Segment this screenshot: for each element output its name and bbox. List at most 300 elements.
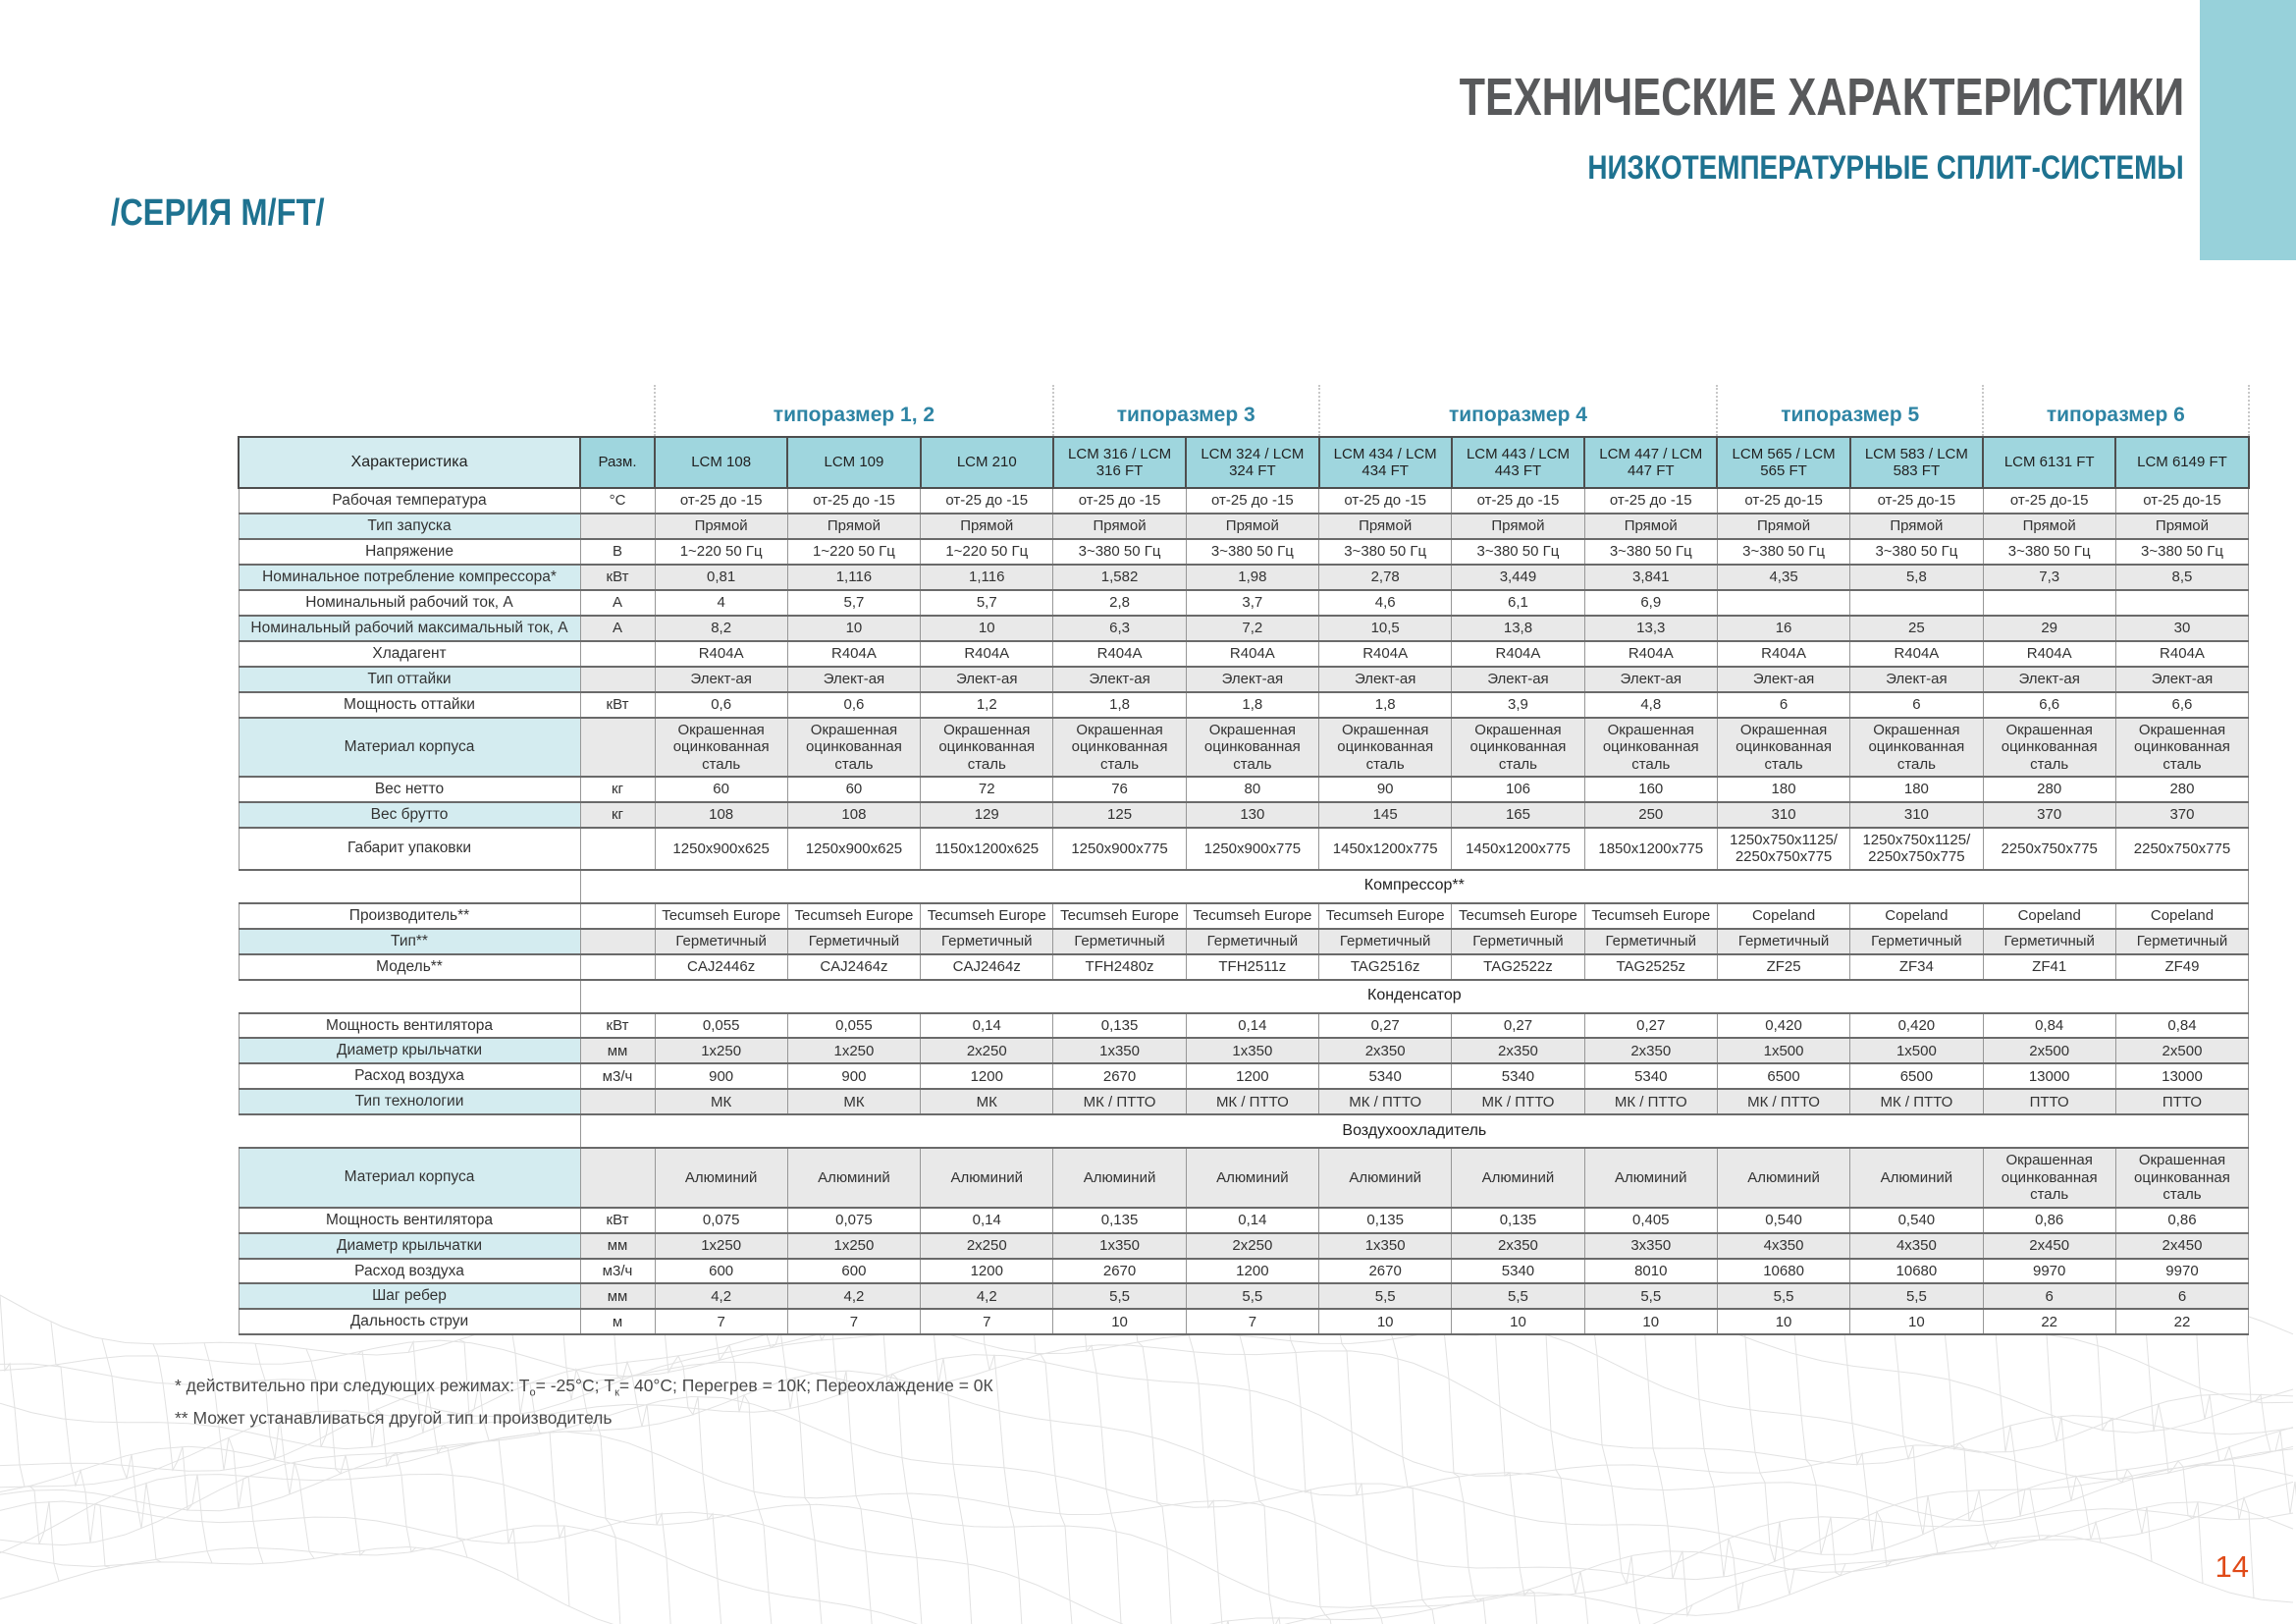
spec-cell: 2x350 (1319, 1038, 1452, 1063)
spec-row (239, 488, 2249, 514)
spec-cell: Copeland (1983, 903, 2115, 929)
spec-cell: 3,9 (1452, 692, 1584, 718)
spec-cell: ZF25 (1717, 954, 1849, 980)
spec-cell: CAJ2464z (787, 954, 920, 980)
corner-accent (2200, 0, 2296, 260)
spec-cell: 90 (1319, 777, 1452, 802)
spec-cell: 1450x1200x775 (1319, 828, 1452, 870)
model-header: LCM 565 / LCM 565 FT (1717, 437, 1849, 488)
spec-cell: 10680 (1717, 1259, 1849, 1284)
spec-cell: 1x350 (1053, 1038, 1186, 1063)
spec-cell: 1x500 (1717, 1038, 1849, 1063)
spec-cell: 2,78 (1319, 565, 1452, 590)
spec-cell: 10 (1319, 1309, 1452, 1334)
spec-cell: 0,075 (787, 1208, 920, 1233)
spec-cell: Алюминий (1186, 1148, 1318, 1207)
spec-row (239, 1233, 2249, 1259)
spec-cell: R404A (1584, 641, 1717, 667)
spec-cell: Прямой (1186, 514, 1318, 539)
spec-row (239, 718, 2249, 777)
section-row (239, 1114, 2249, 1148)
section-row-gap (239, 980, 580, 1013)
spec-cell: 129 (921, 802, 1053, 828)
spec-cell: Прямой (2115, 514, 2248, 539)
spec-cell: 10 (1053, 1309, 1186, 1334)
spec-cell: 1250x900x625 (655, 828, 787, 870)
spec-cell: 6,6 (2115, 692, 2248, 718)
spec-cell: 108 (655, 802, 787, 828)
spec-cell: 0,420 (1850, 1013, 1983, 1039)
spec-cell: 9970 (2115, 1259, 2248, 1284)
row-label: Материал корпуса (239, 1148, 580, 1207)
spec-cell: Прямой (921, 514, 1053, 539)
spec-cell: Алюминий (1584, 1148, 1717, 1207)
spec-cell: 2,8 (1053, 590, 1186, 616)
spec-cell: 0,075 (655, 1208, 787, 1233)
size-group-header: типоразмер 4 (1319, 385, 1718, 437)
spec-cell: Элект-ая (1983, 667, 2115, 692)
spec-cell: 6 (1983, 1283, 2115, 1309)
spec-cell: Окрашенная оцинкованная сталь (1850, 718, 1983, 777)
spec-cell: 1,116 (787, 565, 920, 590)
spec-cell: TAG2516z (1319, 954, 1452, 980)
spec-cell: Прямой (1850, 514, 1983, 539)
spec-cell: 5,5 (1186, 1283, 1318, 1309)
spec-cell: 1x350 (1319, 1233, 1452, 1259)
spec-cell: 2x350 (1452, 1038, 1584, 1063)
spec-cell: МК (921, 1089, 1053, 1114)
spec-cell: 7,2 (1186, 616, 1318, 641)
spec-cell: Прямой (1319, 514, 1452, 539)
spec-cell: Tecumseh Europe (1452, 903, 1584, 929)
spec-cell: от-25 до -15 (1053, 488, 1186, 514)
spec-cell: 5340 (1319, 1063, 1452, 1089)
spec-cell: 1~220 50 Гц (787, 539, 920, 565)
spec-row (239, 1148, 2249, 1207)
footnote-1: * действительно при следующих режимах: $T_о= -25^\circ С$; $T_к= 40^\circ С$; Перегрев = 10К; Переохлаждение = 0К (175, 1376, 993, 1399)
spec-row (239, 1208, 2249, 1233)
spec-cell: R404A (1186, 641, 1318, 667)
spec-cell: 3~380 50 Гц (1717, 539, 1849, 565)
row-unit (580, 929, 655, 954)
spec-cell: 1,582 (1053, 565, 1186, 590)
spec-cell: Copeland (2115, 903, 2248, 929)
spec-cell: R404A (1850, 641, 1983, 667)
spec-cell: Герметичный (1186, 929, 1318, 954)
spec-cell: от-25 до-15 (1983, 488, 2115, 514)
model-header: LCM 108 (655, 437, 787, 488)
mesh-line (0, 1474, 2293, 1607)
spec-cell: 5,7 (787, 590, 920, 616)
spec-cell: Алюминий (1717, 1148, 1849, 1207)
size-group-row (239, 385, 2249, 437)
mesh-line (2144, 1303, 2203, 1584)
row-label: Материал корпуса (239, 718, 580, 777)
spec-cell: Tecumseh Europe (787, 903, 920, 929)
spec-cell: 6 (1850, 692, 1983, 718)
spec-cell: от-25 до -15 (1584, 488, 1717, 514)
spec-cell: Герметичный (921, 929, 1053, 954)
spec-cell: МК (787, 1089, 920, 1114)
spec-cell: 5340 (1452, 1259, 1584, 1284)
spec-cell: 0,84 (2115, 1013, 2248, 1039)
model-header: LCM 443 / LCM 443 FT (1452, 437, 1584, 488)
spec-cell: 3~380 50 Гц (1983, 539, 2115, 565)
spec-cell: 2250x750x775 (1983, 828, 2115, 870)
spec-row (239, 1309, 2249, 1334)
spec-cell: 80 (1186, 777, 1318, 802)
spec-cell (2115, 590, 2248, 616)
spec-cell: 1x350 (1186, 1038, 1318, 1063)
spec-row (239, 590, 2249, 616)
spec-cell: 1150x1200x625 (921, 828, 1053, 870)
spec-cell: 600 (655, 1259, 787, 1284)
spec-cell: 280 (1983, 777, 2115, 802)
unit-header: Разм. (580, 437, 655, 488)
spec-cell: от-25 до -15 (1319, 488, 1452, 514)
spec-cell: 0,540 (1850, 1208, 1983, 1233)
spec-cell: 25 (1850, 616, 1983, 641)
row-unit: А (580, 590, 655, 616)
row-unit (580, 667, 655, 692)
mesh-line (0, 1432, 2293, 1580)
mesh-line (0, 1536, 2293, 1624)
spec-cell: 7,3 (1983, 565, 2115, 590)
spec-cell: 2x500 (1983, 1038, 2115, 1063)
row-label: Номинальное потребление компрессора* (239, 565, 580, 590)
spec-cell: Окрашенная оцинкованная сталь (1053, 718, 1186, 777)
spec-cell: 0,27 (1584, 1013, 1717, 1039)
section-row (239, 980, 2249, 1013)
spec-cell: 2x250 (921, 1233, 1053, 1259)
spec-cell: 22 (1983, 1309, 2115, 1334)
model-header: LCM 583 / LCM 583 FT (1850, 437, 1983, 488)
spec-cell: Окрашенная оцинкованная сталь (1452, 718, 1584, 777)
spec-cell: 0,135 (1452, 1208, 1584, 1233)
spec-cell: Алюминий (655, 1148, 787, 1207)
spec-cell: Прямой (1983, 514, 2115, 539)
page-subtitle: НИЗКОТЕМПЕРАТУРНЫЕ СПЛИТ-СИСТЕМЫ (1587, 149, 2184, 187)
spec-cell: 3,841 (1584, 565, 1717, 590)
spec-cell: 1250x900x775 (1186, 828, 1318, 870)
row-label: Мощность вентилятора (239, 1013, 580, 1039)
spec-cell: 0,405 (1584, 1208, 1717, 1233)
spec-cell: R404A (1983, 641, 2115, 667)
spec-cell: 0,14 (1186, 1208, 1318, 1233)
spec-cell: от-25 до -15 (787, 488, 920, 514)
spec-cell: от-25 до -15 (1186, 488, 1318, 514)
spec-row (239, 929, 2249, 954)
spec-cell: 6500 (1850, 1063, 1983, 1089)
mesh-line (1940, 1299, 1999, 1549)
spec-cell: 2x250 (921, 1038, 1053, 1063)
spec-cell: Tecumseh Europe (921, 903, 1053, 929)
spec-cell: 370 (2115, 802, 2248, 828)
spec-cell: 10 (1584, 1309, 1717, 1334)
spec-cell: 0,86 (1983, 1208, 2115, 1233)
spec-cell: 1,8 (1186, 692, 1318, 718)
spec-cell: от-25 до -15 (1452, 488, 1584, 514)
spec-cell: 13000 (2115, 1063, 2248, 1089)
spec-cell: 5,5 (1319, 1283, 1452, 1309)
spec-cell: Элект-ая (1850, 667, 1983, 692)
spec-cell: R404A (921, 641, 1053, 667)
row-unit (580, 641, 655, 667)
row-unit: кВт (580, 565, 655, 590)
spec-cell: 4,35 (1717, 565, 1849, 590)
spec-cell: Copeland (1850, 903, 1983, 929)
row-label: Вес нетто (239, 777, 580, 802)
spec-cell: 72 (921, 777, 1053, 802)
spec-cell: Герметичный (1850, 929, 1983, 954)
spec-cell: Элект-ая (1319, 667, 1452, 692)
spec-cell: 3~380 50 Гц (2115, 539, 2248, 565)
spec-cell: МК / ПТТО (1053, 1089, 1186, 1114)
spec-cell: 8,5 (2115, 565, 2248, 590)
spec-cell: Элект-ая (1717, 667, 1849, 692)
spec-cell: 0,420 (1717, 1013, 1849, 1039)
spec-cell: 900 (787, 1063, 920, 1089)
size-group-header: типоразмер 1, 2 (655, 385, 1053, 437)
row-label: Номинальный рабочий максимальный ток, А (239, 616, 580, 641)
spec-cell: 10 (1452, 1309, 1584, 1334)
spec-cell: 1,116 (921, 565, 1053, 590)
spec-cell: Герметичный (1983, 929, 2115, 954)
spec-row (239, 777, 2249, 802)
spec-cell: Окрашенная оцинкованная сталь (787, 718, 920, 777)
spec-cell: 5,7 (921, 590, 1053, 616)
spec-cell: 10 (787, 616, 920, 641)
spec-cell: 5,5 (1452, 1283, 1584, 1309)
mesh-line (51, 1322, 110, 1567)
row-label: Хладагент (239, 641, 580, 667)
model-header: LCM 434 / LCM 434 FT (1319, 437, 1452, 488)
spec-row (239, 641, 2249, 667)
row-unit (580, 903, 655, 929)
row-label: Тип** (239, 929, 580, 954)
spec-cell: Алюминий (787, 1148, 920, 1207)
model-header: LCM 316 / LCM 316 FT (1053, 437, 1186, 488)
row-label: Расход воздуха (239, 1259, 580, 1284)
spec-cell: 160 (1584, 777, 1717, 802)
spec-cell: 22 (2115, 1309, 2248, 1334)
spec-cell: Герметичный (1584, 929, 1717, 954)
spec-cell: ZF34 (1850, 954, 1983, 980)
spec-cell: Алюминий (921, 1148, 1053, 1207)
spec-cell: 0,540 (1717, 1208, 1849, 1233)
spec-cell: Прямой (787, 514, 920, 539)
spec-cell: 125 (1053, 802, 1186, 828)
row-unit: мм (580, 1038, 655, 1063)
spec-cell: 2670 (1319, 1259, 1452, 1284)
spec-cell: 3~380 50 Гц (1053, 539, 1186, 565)
spec-cell: R404A (787, 641, 920, 667)
spec-cell: 7 (1186, 1309, 1318, 1334)
mesh-line (1684, 1288, 1743, 1611)
spec-cell: Copeland (1717, 903, 1849, 929)
row-unit: °С (580, 488, 655, 514)
spec-cell: TFH2511z (1186, 954, 1318, 980)
spec-cell: 5,8 (1850, 565, 1983, 590)
spec-cell: 5340 (1452, 1063, 1584, 1089)
spec-cell: Элект-ая (921, 667, 1053, 692)
spec-cell: 5,5 (1717, 1283, 1849, 1309)
spec-cell: ПТТО (2115, 1089, 2248, 1114)
spec-cell: 4 (655, 590, 787, 616)
spec-cell: 5,5 (1053, 1283, 1186, 1309)
spec-row (239, 1038, 2249, 1063)
spec-cell: 7 (655, 1309, 787, 1334)
spec-cell: Tecumseh Europe (655, 903, 787, 929)
spec-cell: 8,2 (655, 616, 787, 641)
spec-cell (1983, 590, 2115, 616)
mesh-line (1991, 1308, 2050, 1540)
spec-cell: МК / ПТТО (1584, 1089, 1717, 1114)
spec-cell: 60 (655, 777, 787, 802)
spec-cell: 1x250 (787, 1038, 920, 1063)
spec-cell: 10 (921, 616, 1053, 641)
spec-cell: 1~220 50 Гц (921, 539, 1053, 565)
spec-row (239, 802, 2249, 828)
row-unit: кВт (580, 692, 655, 718)
spec-cell: 1x250 (655, 1233, 787, 1259)
section-header: Воздухоохладитель (580, 1114, 2249, 1148)
row-unit: кВт (580, 1013, 655, 1039)
spec-cell: 0,81 (655, 565, 787, 590)
spec-cell: от-25 до-15 (2115, 488, 2248, 514)
spec-cell: 310 (1850, 802, 1983, 828)
series-title: /СЕРИЯ M/FT/ (111, 192, 325, 234)
page-title: ТЕХНИЧЕСКИЕ ХАРАКТЕРИСТИКИ (1459, 68, 2184, 127)
spec-cell: 3,449 (1452, 565, 1584, 590)
section-header: Компрессор** (580, 870, 2249, 903)
size-group-header: типоразмер 5 (1717, 385, 1983, 437)
mesh-line (1787, 1300, 1845, 1575)
spec-cell: Элект-ая (1053, 667, 1186, 692)
spec-cell: 3~380 50 Гц (1186, 539, 1318, 565)
row-unit (580, 828, 655, 870)
spec-table-container (238, 385, 2248, 1335)
spec-cell: 0,14 (1186, 1013, 1318, 1039)
spec-cell: Прямой (1584, 514, 1717, 539)
spec-cell: Окрашенная оцинкованная сталь (1319, 718, 1452, 777)
section-row-gap (239, 870, 580, 903)
spec-cell: 5340 (1584, 1063, 1717, 1089)
spec-cell: 4,2 (787, 1283, 920, 1309)
row-unit: м3/ч (580, 1063, 655, 1089)
spec-cell: Алюминий (1319, 1148, 1452, 1207)
table-header-row (239, 437, 2249, 488)
spec-cell: 2x450 (1983, 1233, 2115, 1259)
spec-cell: 0,6 (787, 692, 920, 718)
row-unit (580, 1089, 655, 1114)
spec-cell: 10 (1717, 1309, 1849, 1334)
spec-cell: R404A (1717, 641, 1849, 667)
row-label: Расход воздуха (239, 1063, 580, 1089)
mesh-line (613, 1311, 671, 1624)
spec-cell: 7 (787, 1309, 920, 1334)
row-label: Напряжение (239, 539, 580, 565)
spec-row (239, 1283, 2249, 1309)
row-unit (580, 1148, 655, 1207)
page-number: 14 (2215, 1549, 2249, 1584)
spec-row (239, 1089, 2249, 1114)
row-unit: кг (580, 777, 655, 802)
spec-cell: 29 (1983, 616, 2115, 641)
spec-cell: 1200 (1186, 1063, 1318, 1089)
row-unit (580, 718, 655, 777)
spec-cell: 1250x900x625 (787, 828, 920, 870)
spec-cell: 1x500 (1850, 1038, 1983, 1063)
spec-cell: ZF41 (1983, 954, 2115, 980)
size-group-header: типоразмер 6 (1983, 385, 2249, 437)
spec-cell: 900 (655, 1063, 787, 1089)
row-label: Производитель** (239, 903, 580, 929)
spec-table (238, 385, 2250, 1335)
spec-cell: 6500 (1717, 1063, 1849, 1089)
row-unit: м (580, 1309, 655, 1334)
spec-cell: 280 (2115, 777, 2248, 802)
spec-cell: Элект-ая (787, 667, 920, 692)
spec-cell: 1x350 (1053, 1233, 1186, 1259)
spec-cell: R404A (2115, 641, 2248, 667)
row-label: Габарит упаковки (239, 828, 580, 870)
spec-cell: 2x250 (1186, 1233, 1318, 1259)
spec-cell: 10,5 (1319, 616, 1452, 641)
spec-cell: Окрашенная оцинкованная сталь (2115, 718, 2248, 777)
spec-cell: 1200 (1186, 1259, 1318, 1284)
section-header: Конденсатор (580, 980, 2249, 1013)
spec-cell: Герметичный (1053, 929, 1186, 954)
spec-cell: CAJ2446z (655, 954, 787, 980)
spec-cell: Элект-ая (1186, 667, 1318, 692)
row-label: Диаметр крыльчатки (239, 1233, 580, 1259)
spec-cell: CAJ2464z (921, 954, 1053, 980)
spec-cell: от-25 до -15 (921, 488, 1053, 514)
spec-cell: Элект-ая (1584, 667, 1717, 692)
spec-row (239, 667, 2249, 692)
spec-cell: 0,14 (921, 1013, 1053, 1039)
spec-row (239, 616, 2249, 641)
spec-cell: Окрашенная оцинкованная сталь (655, 718, 787, 777)
spec-cell: 4,2 (655, 1283, 787, 1309)
spec-cell: МК / ПТТО (1452, 1089, 1584, 1114)
spec-cell: Алюминий (1452, 1148, 1584, 1207)
footnotes (175, 1371, 993, 1433)
spec-cell: Герметичный (1717, 929, 1849, 954)
spec-cell: Tecumseh Europe (1053, 903, 1186, 929)
spec-row (239, 903, 2249, 929)
row-label: Шаг ребер (239, 1283, 580, 1309)
spec-cell: 145 (1319, 802, 1452, 828)
spec-cell: МК / ПТТО (1186, 1089, 1318, 1114)
model-header: LCM 6131 FT (1983, 437, 2115, 488)
spec-cell: от-25 до-15 (1850, 488, 1983, 514)
row-label: Тип оттайки (239, 667, 580, 692)
spec-cell: от-25 до -15 (655, 488, 787, 514)
spec-cell: 6,6 (1983, 692, 2115, 718)
row-label: Диаметр крыльчатки (239, 1038, 580, 1063)
spec-cell: Герметичный (787, 929, 920, 954)
spec-cell: 6 (1717, 692, 1849, 718)
spec-row (239, 1063, 2249, 1089)
spec-cell: Элект-ая (655, 667, 787, 692)
section-row-gap (239, 1114, 580, 1148)
spec-cell: 600 (787, 1259, 920, 1284)
spec-cell: 310 (1717, 802, 1849, 828)
spec-cell: Tecumseh Europe (1186, 903, 1318, 929)
spec-cell: TFH2480z (1053, 954, 1186, 980)
